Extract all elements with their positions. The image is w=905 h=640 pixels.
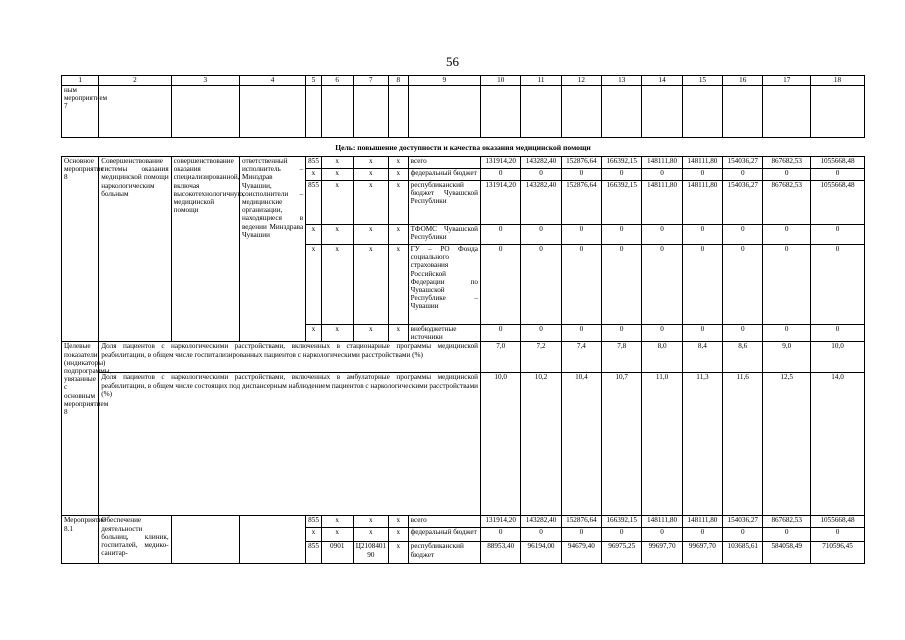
grbs-code: 855 <box>306 181 322 225</box>
funding-source: ТФОМС Чувашской Республики <box>408 225 480 245</box>
funding-source: федеральный бюджет <box>408 528 480 542</box>
target-article-code: х <box>353 169 388 181</box>
year-value: 0 <box>723 225 763 245</box>
year-value: 152876,64 <box>561 516 601 528</box>
year-value: 148111,80 <box>642 157 682 169</box>
target-article-code: х <box>353 325 388 342</box>
indicator-value: 10,0 <box>811 342 865 373</box>
target-article-code: х <box>353 225 388 245</box>
column-number: 2 <box>99 76 171 86</box>
column-number: 7 <box>353 76 388 86</box>
empty-cell <box>239 86 305 138</box>
year-value: 0 <box>521 169 561 181</box>
column-number: 13 <box>602 76 642 86</box>
measure-tasks: совершенствование оказания специализированной, включая высокотехнологичную, медицинской помощи <box>171 157 239 342</box>
program-table <box>61 75 865 564</box>
empty-cell <box>481 86 521 138</box>
section-code: х <box>321 157 353 169</box>
year-value: 154036,27 <box>723 157 763 169</box>
empty-cell <box>763 86 811 138</box>
section-code: х <box>321 516 353 528</box>
year-value: 0 <box>811 528 865 542</box>
year-value: 867682,53 <box>763 516 811 528</box>
year-value: 0 <box>521 528 561 542</box>
measure-title: Обеспечение деятельности больниц, клиник, госпиталей, медико-санитар- <box>99 516 171 564</box>
grbs-code: 855 <box>306 157 322 169</box>
year-value: 584058,49 <box>763 542 811 564</box>
year-value: 0 <box>682 225 722 245</box>
column-number: 16 <box>723 76 763 86</box>
column-number: 8 <box>388 76 408 86</box>
year-value: 0 <box>682 169 722 181</box>
empty-cell <box>388 86 408 138</box>
grbs-code: 855 <box>306 542 322 564</box>
year-value: 0 <box>561 245 601 325</box>
year-value: 131914,20 <box>481 516 521 528</box>
year-value: 96194,00 <box>521 542 561 564</box>
column-number: 4 <box>239 76 305 86</box>
year-value: 88953,40 <box>481 542 521 564</box>
empty-cell <box>306 86 322 138</box>
year-value: 0 <box>682 245 722 325</box>
measure-executors <box>239 516 305 564</box>
year-value: 710596,45 <box>811 542 865 564</box>
prev-continuation-row <box>62 86 865 138</box>
year-value: 0 <box>561 325 601 342</box>
year-value: 0 <box>811 245 865 325</box>
indicator-value: 10,0 <box>481 373 521 516</box>
expense-type-code: х <box>388 325 408 342</box>
grbs-code: х <box>306 169 322 181</box>
indicator-text: Доля пациентов с наркологическими расстройствами, включенных в стационарные программы медицинской реабилитации, в общем числе госпитализированных пациентов с наркологическими расстройствами (%) <box>99 342 481 373</box>
funding-source: республиканский бюджет <box>408 542 480 564</box>
indicator-row <box>62 373 865 516</box>
year-value: 0 <box>682 528 722 542</box>
year-value: 0 <box>481 528 521 542</box>
empty-cell <box>602 86 642 138</box>
year-value: 152876,64 <box>561 181 601 225</box>
funding-source: ГУ – РО Фонда социального страхования Российской Федерации по Чувашской Республике – Чувашии <box>408 245 480 325</box>
empty-cell <box>561 86 601 138</box>
column-number: 9 <box>408 76 480 86</box>
year-value: 0 <box>481 169 521 181</box>
goal-row <box>62 138 865 157</box>
expense-type-code: х <box>388 169 408 181</box>
funding-row <box>62 516 865 528</box>
column-number: 3 <box>171 76 239 86</box>
year-value: 0 <box>602 325 642 342</box>
indicator-value: 8,0 <box>642 342 682 373</box>
indicator-row <box>62 342 865 373</box>
empty-cell <box>642 86 682 138</box>
year-value: 143282,40 <box>521 157 561 169</box>
column-number: 12 <box>561 76 601 86</box>
indicator-value: 12,5 <box>763 373 811 516</box>
empty-cell <box>99 86 171 138</box>
grbs-code: х <box>306 325 322 342</box>
year-value: 0 <box>602 225 642 245</box>
section-code: х <box>321 325 353 342</box>
empty-cell <box>171 86 239 138</box>
section-code: х <box>321 245 353 325</box>
funding-row <box>62 157 865 169</box>
section-code: х <box>321 528 353 542</box>
funding-source: внебюджетные источники <box>408 325 480 342</box>
year-value: 0 <box>642 225 682 245</box>
year-value: 0 <box>561 169 601 181</box>
indicator-value: 8,6 <box>723 342 763 373</box>
year-value: 0 <box>521 225 561 245</box>
year-value: 99697,70 <box>682 542 722 564</box>
empty-cell <box>353 86 388 138</box>
year-value: 0 <box>602 528 642 542</box>
expense-type-code: х <box>388 542 408 564</box>
year-value: 166392,15 <box>602 516 642 528</box>
indicator-value: 7,4 <box>561 342 601 373</box>
expense-type-code: х <box>388 245 408 325</box>
column-number: 10 <box>481 76 521 86</box>
column-number: 14 <box>642 76 682 86</box>
year-value: 152876,64 <box>561 157 601 169</box>
empty-cell <box>682 86 722 138</box>
funding-source: федеральный бюджет <box>408 169 480 181</box>
indicator-value: 10,7 <box>602 373 642 516</box>
funding-source: всего <box>408 516 480 528</box>
year-value: 0 <box>642 528 682 542</box>
year-value: 0 <box>481 245 521 325</box>
column-number-row <box>62 76 865 86</box>
year-value: 0 <box>481 325 521 342</box>
funding-source: всего <box>408 157 480 169</box>
year-value: 0 <box>811 225 865 245</box>
grbs-code: х <box>306 528 322 542</box>
year-value: 148111,80 <box>682 181 722 225</box>
year-value: 867682,53 <box>763 181 811 225</box>
year-value: 166392,15 <box>602 157 642 169</box>
year-value: 143282,40 <box>521 516 561 528</box>
column-number: 1 <box>62 76 99 86</box>
year-value: 0 <box>642 245 682 325</box>
column-number: 5 <box>306 76 322 86</box>
empty-cell <box>321 86 353 138</box>
indicator-value: 14,0 <box>811 373 865 516</box>
year-value: 1055668,48 <box>811 516 865 528</box>
column-number: 6 <box>321 76 353 86</box>
funding-source: республиканский бюджет Чувашской Республики <box>408 181 480 225</box>
expense-type-code: х <box>388 181 408 225</box>
target-article-code: х <box>353 528 388 542</box>
year-value: 154036,27 <box>723 516 763 528</box>
grbs-code: 855 <box>306 516 322 528</box>
indicators-heading: Целевые показатели (индикаторы) подпрограммы, увязанные с основным мероприятием 8 <box>62 342 99 516</box>
year-value: 0 <box>763 169 811 181</box>
indicator-value: 10,2 <box>521 373 561 516</box>
year-value: 94679,40 <box>561 542 601 564</box>
year-value: 148111,80 <box>682 157 722 169</box>
year-value: 0 <box>763 245 811 325</box>
year-value: 0 <box>561 225 601 245</box>
section-code: х <box>321 169 353 181</box>
section-code: х <box>321 181 353 225</box>
year-value: 148111,80 <box>642 516 682 528</box>
indicator-value: 7,8 <box>602 342 642 373</box>
measure-executors: ответственный исполнитель – Минздрав Чувашии, соисполнители – медицинские организации, находящиеся в ведении Минздрава Чувашии <box>239 157 305 342</box>
year-value: 0 <box>481 225 521 245</box>
year-value: 0 <box>642 325 682 342</box>
target-article-code: х <box>353 157 388 169</box>
section-code: 0901 <box>321 542 353 564</box>
year-value: 131914,20 <box>481 157 521 169</box>
year-value: 1055668,48 <box>811 181 865 225</box>
indicator-value: 8,4 <box>682 342 722 373</box>
column-number: 17 <box>763 76 811 86</box>
year-value: 1055668,48 <box>811 157 865 169</box>
year-value: 0 <box>763 225 811 245</box>
indicator-value: 9,0 <box>763 342 811 373</box>
year-value: 154036,27 <box>723 181 763 225</box>
empty-cell <box>811 86 865 138</box>
measure-status: Мероприятие 8.1 <box>62 516 99 564</box>
year-value: 0 <box>723 169 763 181</box>
expense-type-code: х <box>388 157 408 169</box>
grbs-code: х <box>306 225 322 245</box>
year-value: 0 <box>521 325 561 342</box>
empty-cell <box>521 86 561 138</box>
year-value: 0 <box>723 528 763 542</box>
goal-text: Цель: повышение доступности и качества оказания медицинской помощи <box>62 138 865 157</box>
section-code: х <box>321 225 353 245</box>
measure-tasks <box>171 516 239 564</box>
year-value: 0 <box>682 325 722 342</box>
year-value: 0 <box>723 325 763 342</box>
year-value: 0 <box>642 169 682 181</box>
indicator-value: 11,6 <box>723 373 763 516</box>
expense-type-code: х <box>388 516 408 528</box>
target-article-code: Ц2108401 90 <box>353 542 388 564</box>
year-value: 96975,25 <box>602 542 642 564</box>
target-article-code: х <box>353 516 388 528</box>
indicator-value: 10,4 <box>561 373 601 516</box>
empty-cell <box>408 86 480 138</box>
year-value: 0 <box>521 245 561 325</box>
measure-status: Основное мероприятие 8 <box>62 157 99 342</box>
year-value: 148111,80 <box>642 181 682 225</box>
year-value: 0 <box>763 528 811 542</box>
year-value: 148111,80 <box>682 516 722 528</box>
year-value: 0 <box>723 245 763 325</box>
measure-title: Совершенствование системы оказания медицинской помощи наркологическим больным <box>99 157 171 342</box>
indicator-value: 11,3 <box>682 373 722 516</box>
year-value: 99697,70 <box>642 542 682 564</box>
indicator-value: 11,0 <box>642 373 682 516</box>
prev-measure-cell: ным мероприятием 7 <box>62 86 99 138</box>
grbs-code: х <box>306 245 322 325</box>
year-value: 143282,40 <box>521 181 561 225</box>
indicator-value: 7,2 <box>521 342 561 373</box>
target-article-code: х <box>353 181 388 225</box>
expense-type-code: х <box>388 528 408 542</box>
column-number: 15 <box>682 76 722 86</box>
year-value: 0 <box>602 245 642 325</box>
expense-type-code: х <box>388 225 408 245</box>
page-number: 56 <box>446 54 459 69</box>
year-value: 0 <box>811 325 865 342</box>
year-value: 0 <box>811 169 865 181</box>
indicator-value: 7,0 <box>481 342 521 373</box>
column-number: 18 <box>811 76 865 86</box>
column-number: 11 <box>521 76 561 86</box>
year-value: 131914,20 <box>481 181 521 225</box>
year-value: 0 <box>602 169 642 181</box>
empty-cell <box>723 86 763 138</box>
year-value: 166392,15 <box>602 181 642 225</box>
year-value: 103685,61 <box>723 542 763 564</box>
year-value: 0 <box>763 325 811 342</box>
year-value: 0 <box>561 528 601 542</box>
indicator-text: Доля пациентов с наркологическими расстройствами, включенных в амбулаторные программы медицинской реабилитации, в общем числе состоящих под диспансерным наблюдением пациентов с наркологическими расстройствами (%) <box>99 373 481 516</box>
target-article-code: х <box>353 245 388 325</box>
year-value: 867682,53 <box>763 157 811 169</box>
